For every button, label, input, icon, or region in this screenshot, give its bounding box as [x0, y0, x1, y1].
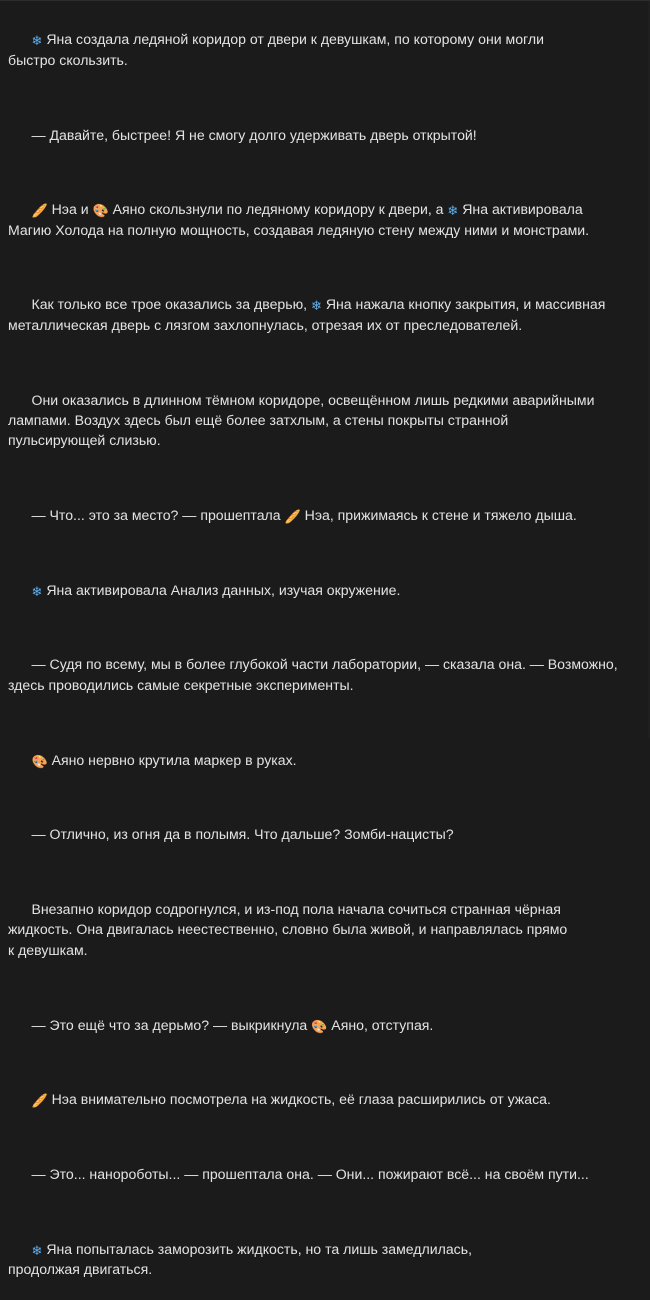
palette-icon: 🎨	[311, 1019, 328, 1035]
paragraph-text: Аяно скользнули по ледяному коридору к двери, а	[108, 201, 448, 218]
paragraph-text: Яна создала ледяной коридор от двери к девушкам, по которому они могли быстро скользить.	[8, 31, 544, 68]
story-paragraph	[8, 1069, 642, 1130]
paragraph-text: Нэа и	[47, 201, 93, 218]
paragraph-text: — Отлично, из огня да в полымя. Что дальше? Зомби-нацисты?	[31, 826, 454, 843]
story-paragraph	[8, 9, 642, 91]
story-paragraph	[8, 104, 642, 165]
paragraph-text: — Судя по всему, мы в более глубокой части лаборатории, — сказала она. — Возможно, здесь проводились самые секретные эксперименты.	[8, 656, 618, 693]
story-paragraph	[8, 369, 642, 471]
story-paragraph	[8, 634, 642, 716]
bread-icon: 🥖	[31, 204, 48, 220]
story-paragraph	[8, 1144, 642, 1205]
story-text	[8, 9, 650, 1300]
paragraph-text: Нэа внимательно посмотрела на жидкость, её глаза расширились от ужаса.	[47, 1091, 551, 1108]
palette-icon: 🎨	[92, 204, 109, 220]
story-paragraph	[8, 729, 642, 790]
paragraph-text: Внезапно коридор содрогнулся, и из-под пола начала сочиться странная чёрная жидкость. Она двигалась неестественно, словно была живой, и направлялась прямо к девушкам.	[8, 901, 568, 958]
snowflake-icon: ❄	[447, 204, 459, 220]
paragraph-text: Яна активировала Магию Холода на полную мощность, создавая ледяную стену между ними и монстрами.	[8, 201, 590, 238]
paragraph-text: — Это ещё что за дерьмо? — выкрикнула	[31, 1016, 312, 1033]
story-paragraph	[8, 804, 642, 865]
story-paragraph	[8, 1218, 642, 1300]
paragraph-text: Они оказались в длинном тёмном коридоре, освещённом лишь редкими аварийными лампами. Воздух здесь был ещё более затхлым, а стены покрыты странной пульсирующей слизью.	[8, 391, 595, 449]
paragraph-text: Яна попыталась заморозить жидкость, но та лишь замедлилась, продолжая двигаться.	[8, 1240, 472, 1278]
story-paragraph	[8, 485, 642, 546]
story-paragraph	[8, 879, 642, 981]
story-paragraph	[8, 274, 642, 356]
paragraph-text: — Это... нанороботы... — прошептала она. — Они... пожирают всё... на своём пути...	[31, 1166, 589, 1182]
paragraph-text: Яна нажала кнопку закрытия, и массивная металлическая дверь с лязгом захлопнулась, отрезая их от преследователей.	[8, 296, 606, 333]
paragraph-text: Нэа, прижимаясь к стене и тяжело дыша.	[300, 507, 577, 524]
story-paragraph	[8, 559, 642, 620]
snowflake-icon: ❄	[31, 584, 43, 600]
bread-icon: 🥖	[31, 1094, 48, 1110]
paragraph-text: Яна активировала Анализ данных, изучая окружение.	[42, 581, 401, 598]
story-paragraph	[8, 179, 642, 261]
snowflake-icon: ❄	[31, 1243, 43, 1259]
snowflake-icon: ❄	[31, 34, 43, 50]
palette-icon: 🎨	[31, 754, 48, 770]
snowflake-icon: ❄	[311, 299, 322, 315]
paragraph-text: — Давайте, быстрее! Я не смогу долго удерживать дверь открытой!	[31, 126, 477, 143]
paragraph-text: Аяно нервно крутила маркер в руках.	[47, 751, 297, 768]
paragraph-text: Как только все трое оказались за дверью,	[31, 296, 312, 313]
story-paragraph	[8, 994, 642, 1055]
paragraph-text: — Что... это за место? — прошептала	[31, 507, 285, 524]
paragraph-text: Аяно, отступая.	[327, 1016, 434, 1033]
bread-icon: 🥖	[284, 510, 301, 526]
